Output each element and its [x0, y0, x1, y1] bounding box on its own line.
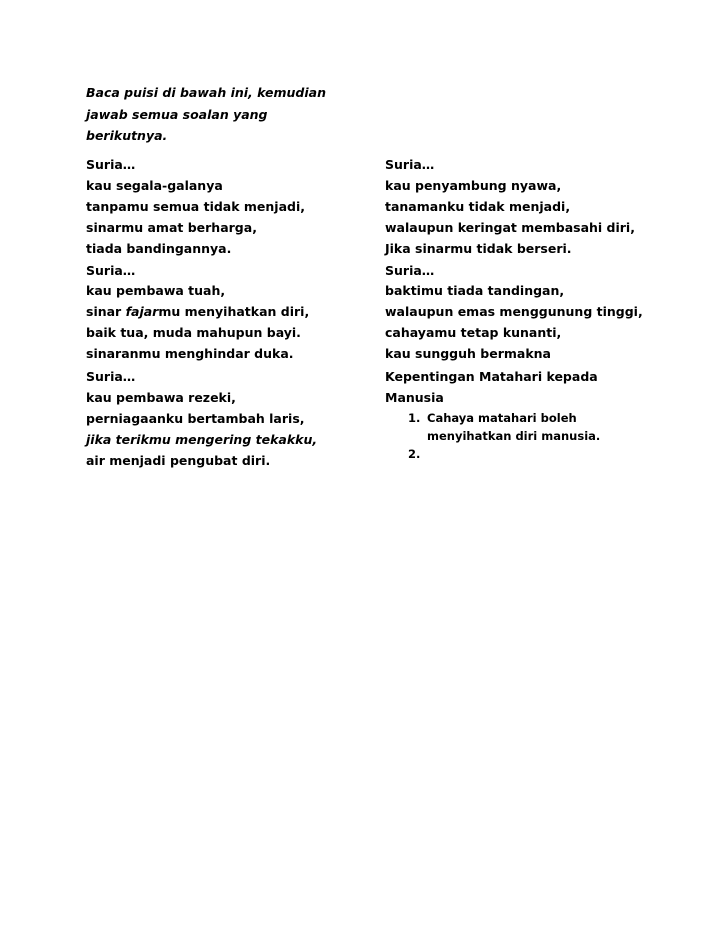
- left-stanza3-line-5: air menjadi pengubat diri.: [86, 453, 271, 468]
- left-stanza1-line-2: kau segala-galanya: [86, 178, 223, 193]
- left-stanza1-line-5: tiada bandingannya.: [86, 241, 232, 256]
- right-stanza2-line-3: walaupun emas menggunung tinggi,: [385, 304, 643, 319]
- instruction-line-1: Baca puisi di bawah ini, kemudian: [86, 85, 326, 100]
- right-stanza1-line-1: Suria…: [385, 157, 435, 172]
- instruction-line-3: berikutnya.: [86, 128, 168, 143]
- right-stanza1-line-2: kau penyambung nyawa,: [385, 178, 562, 193]
- left-stanza1-line-4: sinarmu amat berharga,: [86, 220, 257, 235]
- left-stanza2-line-5: sinaranmu menghindar duka.: [86, 346, 294, 361]
- left-stanza3-line-4-em: jika terikmu mengering tekakku,: [86, 432, 318, 447]
- left-stanza3-line-2: kau pembawa rezeki,: [86, 390, 236, 405]
- left-stanza2-line-3-pre: sinar: [86, 304, 126, 319]
- left-stanza2-line-3: [86, 304, 309, 320]
- right-stanza2-line-4: cahayamu tetap kunanti,: [385, 325, 562, 340]
- right-stanza1-line-3: tanamanku tidak menjadi,: [385, 199, 571, 214]
- left-stanza3-line-1: Suria…: [86, 369, 136, 384]
- left-stanza2-line-4: baik tua, muda mahupun bayi.: [86, 325, 301, 340]
- list-number-1: 1.: [408, 411, 421, 425]
- left-stanza1-line-3: tanpamu semua tidak menjadi,: [86, 199, 306, 214]
- left-stanza3-line-4: [86, 432, 317, 448]
- left-stanza2-line-2: kau pembawa tuah,: [86, 283, 226, 298]
- left-stanza1-line-1: Suria…: [86, 157, 136, 172]
- right-stanza2-line-5: kau sungguh bermakna: [385, 346, 551, 361]
- left-stanza3-line-3: perniagaanku bertambah laris,: [86, 411, 305, 426]
- right-stanza1-line-4: walaupun keringat membasahi diri,: [385, 220, 635, 235]
- right-stanza1-line-5: Jika sinarmu tidak berseri.: [385, 241, 572, 256]
- left-stanza2-line-3-post: mu menyihatkan diri,: [158, 304, 310, 319]
- list-item-1-line-1: Cahaya matahari boleh: [427, 411, 577, 425]
- right-stanza2-line-2: baktimu tiada tandingan,: [385, 283, 565, 298]
- right-stanza2-line-1: Suria…: [385, 263, 435, 278]
- instruction-line-2: jawab semua soalan yang: [86, 107, 268, 122]
- right-heading-line-2: Manusia: [385, 390, 444, 405]
- right-heading-line-1: Kepentingan Matahari kepada: [385, 369, 598, 384]
- left-stanza2-line-1: Suria…: [86, 263, 136, 278]
- left-stanza2-line-3-em: fajar: [125, 304, 159, 319]
- list-number-2: 2.: [408, 447, 421, 461]
- list-item-1-line-2: menyihatkan diri manusia.: [427, 429, 601, 443]
